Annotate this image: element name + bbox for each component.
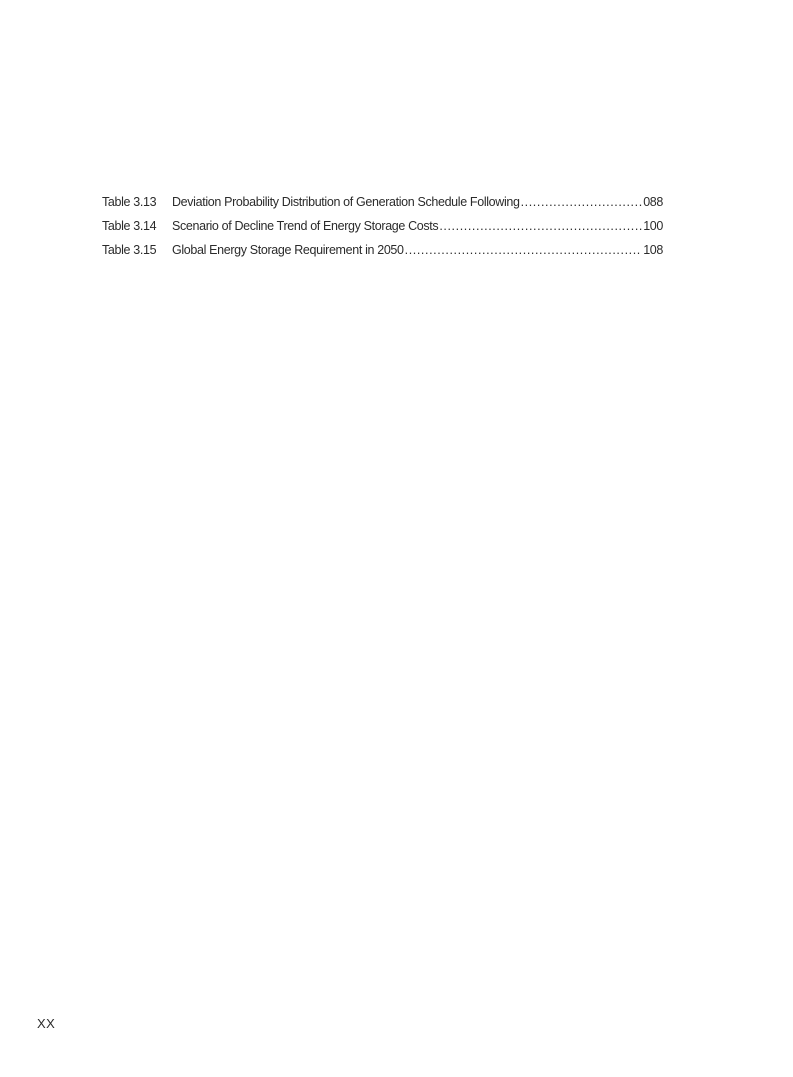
toc-entry-title: Deviation Probability Distribution of Generation Schedule Following xyxy=(172,195,520,209)
toc-entry-title: Scenario of Decline Trend of Energy Storage Costs xyxy=(172,219,439,233)
page-number: XX xyxy=(37,1016,56,1031)
table-list xyxy=(102,195,663,267)
toc-entry-page: 100 xyxy=(643,219,663,233)
toc-entry-table-3-13[interactable] xyxy=(102,195,663,219)
dot-leader xyxy=(521,195,643,209)
toc-entry-page: 088 xyxy=(643,195,663,209)
toc-entry-label: Table 3.13 xyxy=(102,195,157,209)
toc-entry-title: Global Energy Storage Requirement in 2050 xyxy=(172,243,404,257)
toc-entry-label: Table 3.14 xyxy=(102,219,157,233)
dot-leader xyxy=(405,243,643,257)
toc-entry-label: Table 3.15 xyxy=(102,243,157,257)
toc-entry-page: 108 xyxy=(643,243,663,257)
dot-leader xyxy=(439,219,642,233)
toc-entry-table-3-15[interactable] xyxy=(102,243,663,267)
toc-entry-table-3-14[interactable] xyxy=(102,219,663,243)
